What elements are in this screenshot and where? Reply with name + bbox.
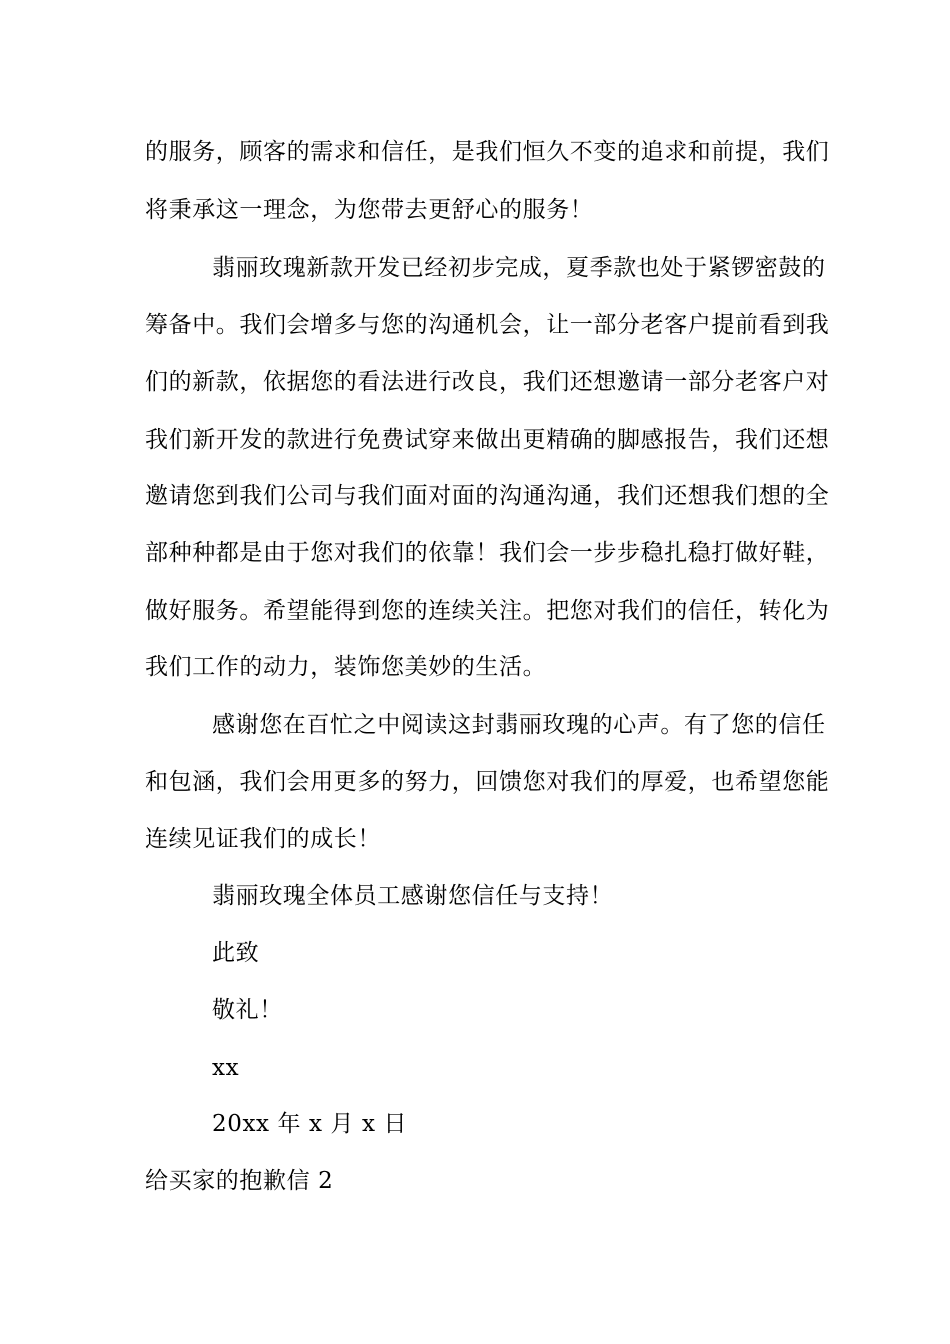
paragraph-line: 翡丽玫瑰新款开发已经初步完成，夏季款也处于紧锣密鼓的 (212, 255, 826, 281)
paragraph-line: 我们工作的动力，装饰您美妙的生活。 (145, 654, 547, 680)
closing-salutation: 此致 (212, 940, 260, 966)
paragraph-line: 将秉承这一理念，为您带去更舒心的服务！ (145, 197, 594, 223)
closing-thanks: 翡丽玫瑰全体员工感谢您信任与支持！ (212, 883, 614, 909)
paragraph-line: 邀请您到我们公司与我们面对面的沟通沟通，我们还想我们想的全 (145, 483, 830, 509)
paragraph-line: 们的新款，依据您的看法进行改良，我们还想邀请一部分老客户对 (145, 369, 830, 395)
paragraph-line: 连续见证我们的成长！ (145, 826, 381, 852)
paragraph-line: 的服务，顾客的需求和信任，是我们恒久不变的追求和前提，我们 (145, 139, 830, 165)
paragraph-line: 我们新开发的款进行免费试穿来做出更精确的脚感报告，我们还想 (145, 427, 830, 453)
paragraph-line: 筹备中。我们会增多与您的沟通机会，让一部分老客户提前看到我 (145, 312, 830, 338)
paragraph-line: 和包涵，我们会用更多的努力，回馈您对我们的厚爱，也希望您能 (145, 769, 830, 795)
paragraph-line: 做好服务。希望能得到您的连续关注。把您对我们的信任，转化为 (145, 598, 830, 624)
signature: xx (212, 1055, 240, 1081)
paragraph-line: 部种种都是由于您对我们的依靠！我们会一步步稳扎稳打做好鞋， (145, 540, 830, 566)
closing-salutation: 敬礼！ (212, 997, 283, 1023)
date: 20xx 年 x 月 x 日 (212, 1111, 408, 1137)
paragraph-line: 感谢您在百忙之中阅读这封翡丽玫瑰的心声。有了您的信任 (212, 712, 826, 738)
section-heading: 给买家的抱歉信 2 (145, 1168, 334, 1194)
